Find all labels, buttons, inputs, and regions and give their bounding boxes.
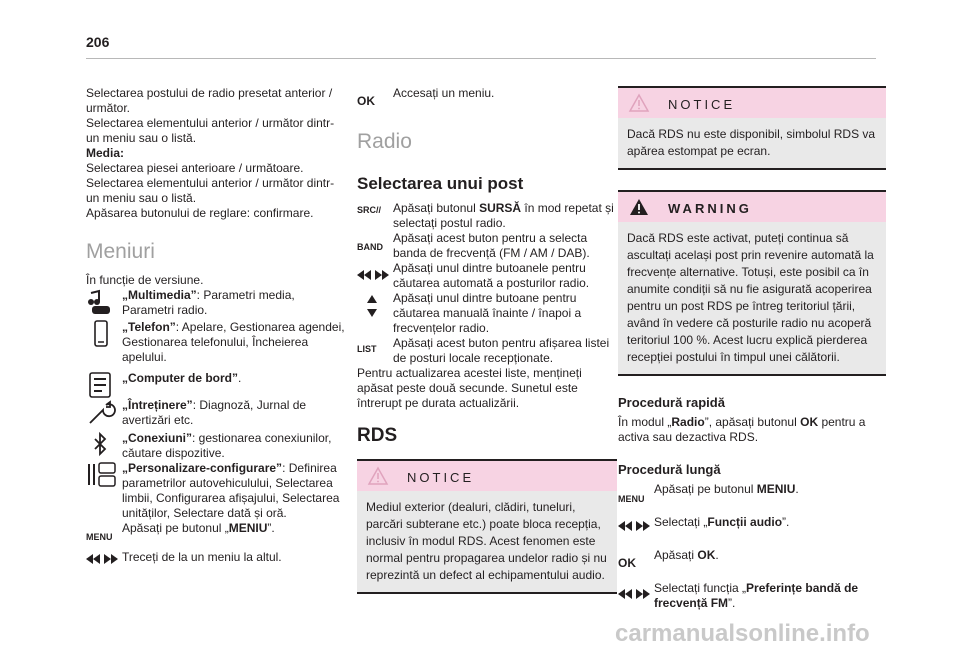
notice-label: NOTICE	[668, 97, 736, 112]
warning-triangle-icon	[628, 197, 650, 217]
notice-header	[357, 461, 617, 491]
menu-button-row: MENU Apăsați pe butonul „MENIU”.	[86, 521, 346, 536]
band-button-icon[interactable]: BAND	[357, 242, 383, 252]
seek-arrows-icon[interactable]	[357, 268, 389, 282]
menu-item-personalizare: „Personalizare-configurare”: Definirea parametrilor autovehiculului, Selectarea limbii, Configurarea afișajului, Selectarea unităților, Selectare dată și oră.	[86, 461, 346, 521]
column-1	[86, 86, 346, 565]
media-label: Media:	[86, 146, 125, 160]
band-row: BAND Apăsați acest buton pentru a selecta banda de frecvență (FM / AM / DAB).	[357, 231, 590, 260]
step-1: MENU Apăsați pe butonul MENIU.	[618, 482, 886, 497]
column-2	[357, 86, 617, 594]
media-line: Selectarea piesei anterioare / următoare.	[86, 161, 304, 175]
list-button-icon[interactable]: LIST	[357, 344, 377, 354]
wrench-icon	[86, 398, 116, 426]
trip-computer-icon	[86, 371, 116, 399]
bluetooth-icon	[86, 431, 116, 459]
menu-item-telefon: „Telefon”: Apelare, Gestionarea agendei, Gestionarea telefonului, Încheierea apelului.	[86, 320, 346, 365]
multimedia-icon	[86, 288, 116, 316]
heading-procedura-lunga: Procedură lungă	[618, 462, 721, 477]
meniuri-intro: În funcție de versiune.	[86, 273, 204, 287]
notice-header	[618, 88, 886, 118]
ok-button-icon[interactable]: OK	[618, 556, 636, 570]
ok-button-icon[interactable]: OK	[357, 94, 375, 108]
warning-text: Dacă RDS este activat, puteți continua să ascultați același post prin revenire automată la frecvențe alternative. Totuși, este posibil ca în anumite condiții să nu fie asigurată acoperirea pentru un post RDS pe întreg teritoriul țării, având în vedere că posturile radio nu acoperă teritoriul 100 %. Acest lucru explică pierderea recepției postului în timpul unei călătorii.	[627, 231, 874, 364]
media-line: Selectarea elementului anterior / următor dintr-un meniu sau o listă.	[86, 176, 335, 205]
seek-row: Apăsați unul dintre butoanele pentru căutarea automată a posturilor radio.	[357, 261, 617, 291]
heading-selectarea-post: Selectarea unui post	[357, 174, 524, 193]
heading-procedura-rapida: Procedură rapidă	[618, 395, 725, 410]
warning-header	[618, 192, 886, 222]
warning-box	[618, 190, 886, 376]
section-title-radio: Radio	[357, 130, 412, 153]
settings-icon	[86, 461, 118, 489]
update-text: Pentru actualizarea acestei liste, mențineți apăsat peste două secunde. Sunetul este întrerupt pe durata actualizării.	[357, 366, 582, 410]
notice-box	[357, 459, 617, 594]
notice-box-rds	[618, 86, 886, 170]
list-row: LIST Apăsați acest buton pentru afișarea listei de posturi locale recepționate.	[357, 336, 610, 365]
header-divider	[86, 58, 876, 59]
ok-row: OK Accesați un meniu.	[357, 86, 495, 108]
updown-row: Apăsați unul dintre butoane pentru căutarea manuală înainte / înapoi a frecvențelor radio.	[357, 291, 617, 336]
menu-item-multimedia: „Multimedia”: Parametri media, Parametri radio.	[86, 288, 346, 318]
rapid-text: În modul „Radio”, apăsați butonul OK pentru a activa sau dezactiva RDS.	[618, 415, 866, 444]
heading-rds: RDS	[357, 425, 398, 446]
menu-button-icon[interactable]: MENU	[86, 532, 113, 542]
column-3	[618, 86, 886, 611]
left-right-arrows-icon[interactable]	[618, 519, 650, 533]
menu-item-computer: „Computer de bord”.	[86, 371, 346, 386]
phone-icon	[86, 320, 116, 348]
intro-line: Selectarea postului de radio presetat anterior / următor.	[86, 86, 333, 115]
left-right-arrows-icon[interactable]	[86, 552, 118, 566]
up-down-arrows-icon[interactable]	[365, 293, 379, 319]
src-row: SRC/​/ Apăsați butonul SURSĂ în mod repetat și selectați postul radio.	[357, 201, 614, 230]
step-2: Selectați „Funcții audio”.	[618, 515, 886, 530]
menu-button-icon[interactable]: MENU	[618, 494, 645, 504]
step-3: OK Apăsați OK.	[618, 548, 719, 570]
page-number: 206	[86, 34, 110, 50]
warning-label: WARNING	[668, 201, 752, 216]
left-right-arrows-icon[interactable]	[618, 587, 650, 601]
watermark: carmanualsonline.info	[615, 620, 870, 647]
notice-text: Mediul exterior (dealuri, clădiri, tuneluri, parcări subterane etc.) poate bloca recepția, inclusiv în modul RDS. Acest fenomen este normal pentru propagarea undelor radio și nu reprezintă un defect al echipamentului audio.	[366, 500, 607, 582]
media-line: Apăsarea butonului de reglare: confirmare.	[86, 206, 314, 220]
arrows-row: Treceți de la un meniu la altul.	[86, 550, 346, 565]
notice-triangle-icon	[367, 466, 389, 486]
intro-line: Selectarea elementului anterior / următor dintr-un meniu sau o listă.	[86, 116, 335, 145]
notice-triangle-icon	[628, 93, 650, 113]
source-button-icon[interactable]: SRC/​/	[357, 205, 382, 215]
notice-text: Dacă RDS nu este disponibil, simbolul RDS va apărea estompat pe ecran.	[627, 127, 876, 158]
notice-label: NOTICE	[407, 470, 475, 485]
menu-item-intretinere: „Întreținere”: Diagnoză, Jurnal de avertizări etc.	[86, 398, 346, 428]
section-title-meniuri: Meniuri	[86, 240, 155, 263]
menu-item-conexiuni: „Conexiuni”: gestionarea conexiunilor, căutare dispozitive.	[86, 431, 346, 461]
step-4: Selectați funcția „Preferințe bandă de frecvență FM”.	[618, 581, 886, 611]
